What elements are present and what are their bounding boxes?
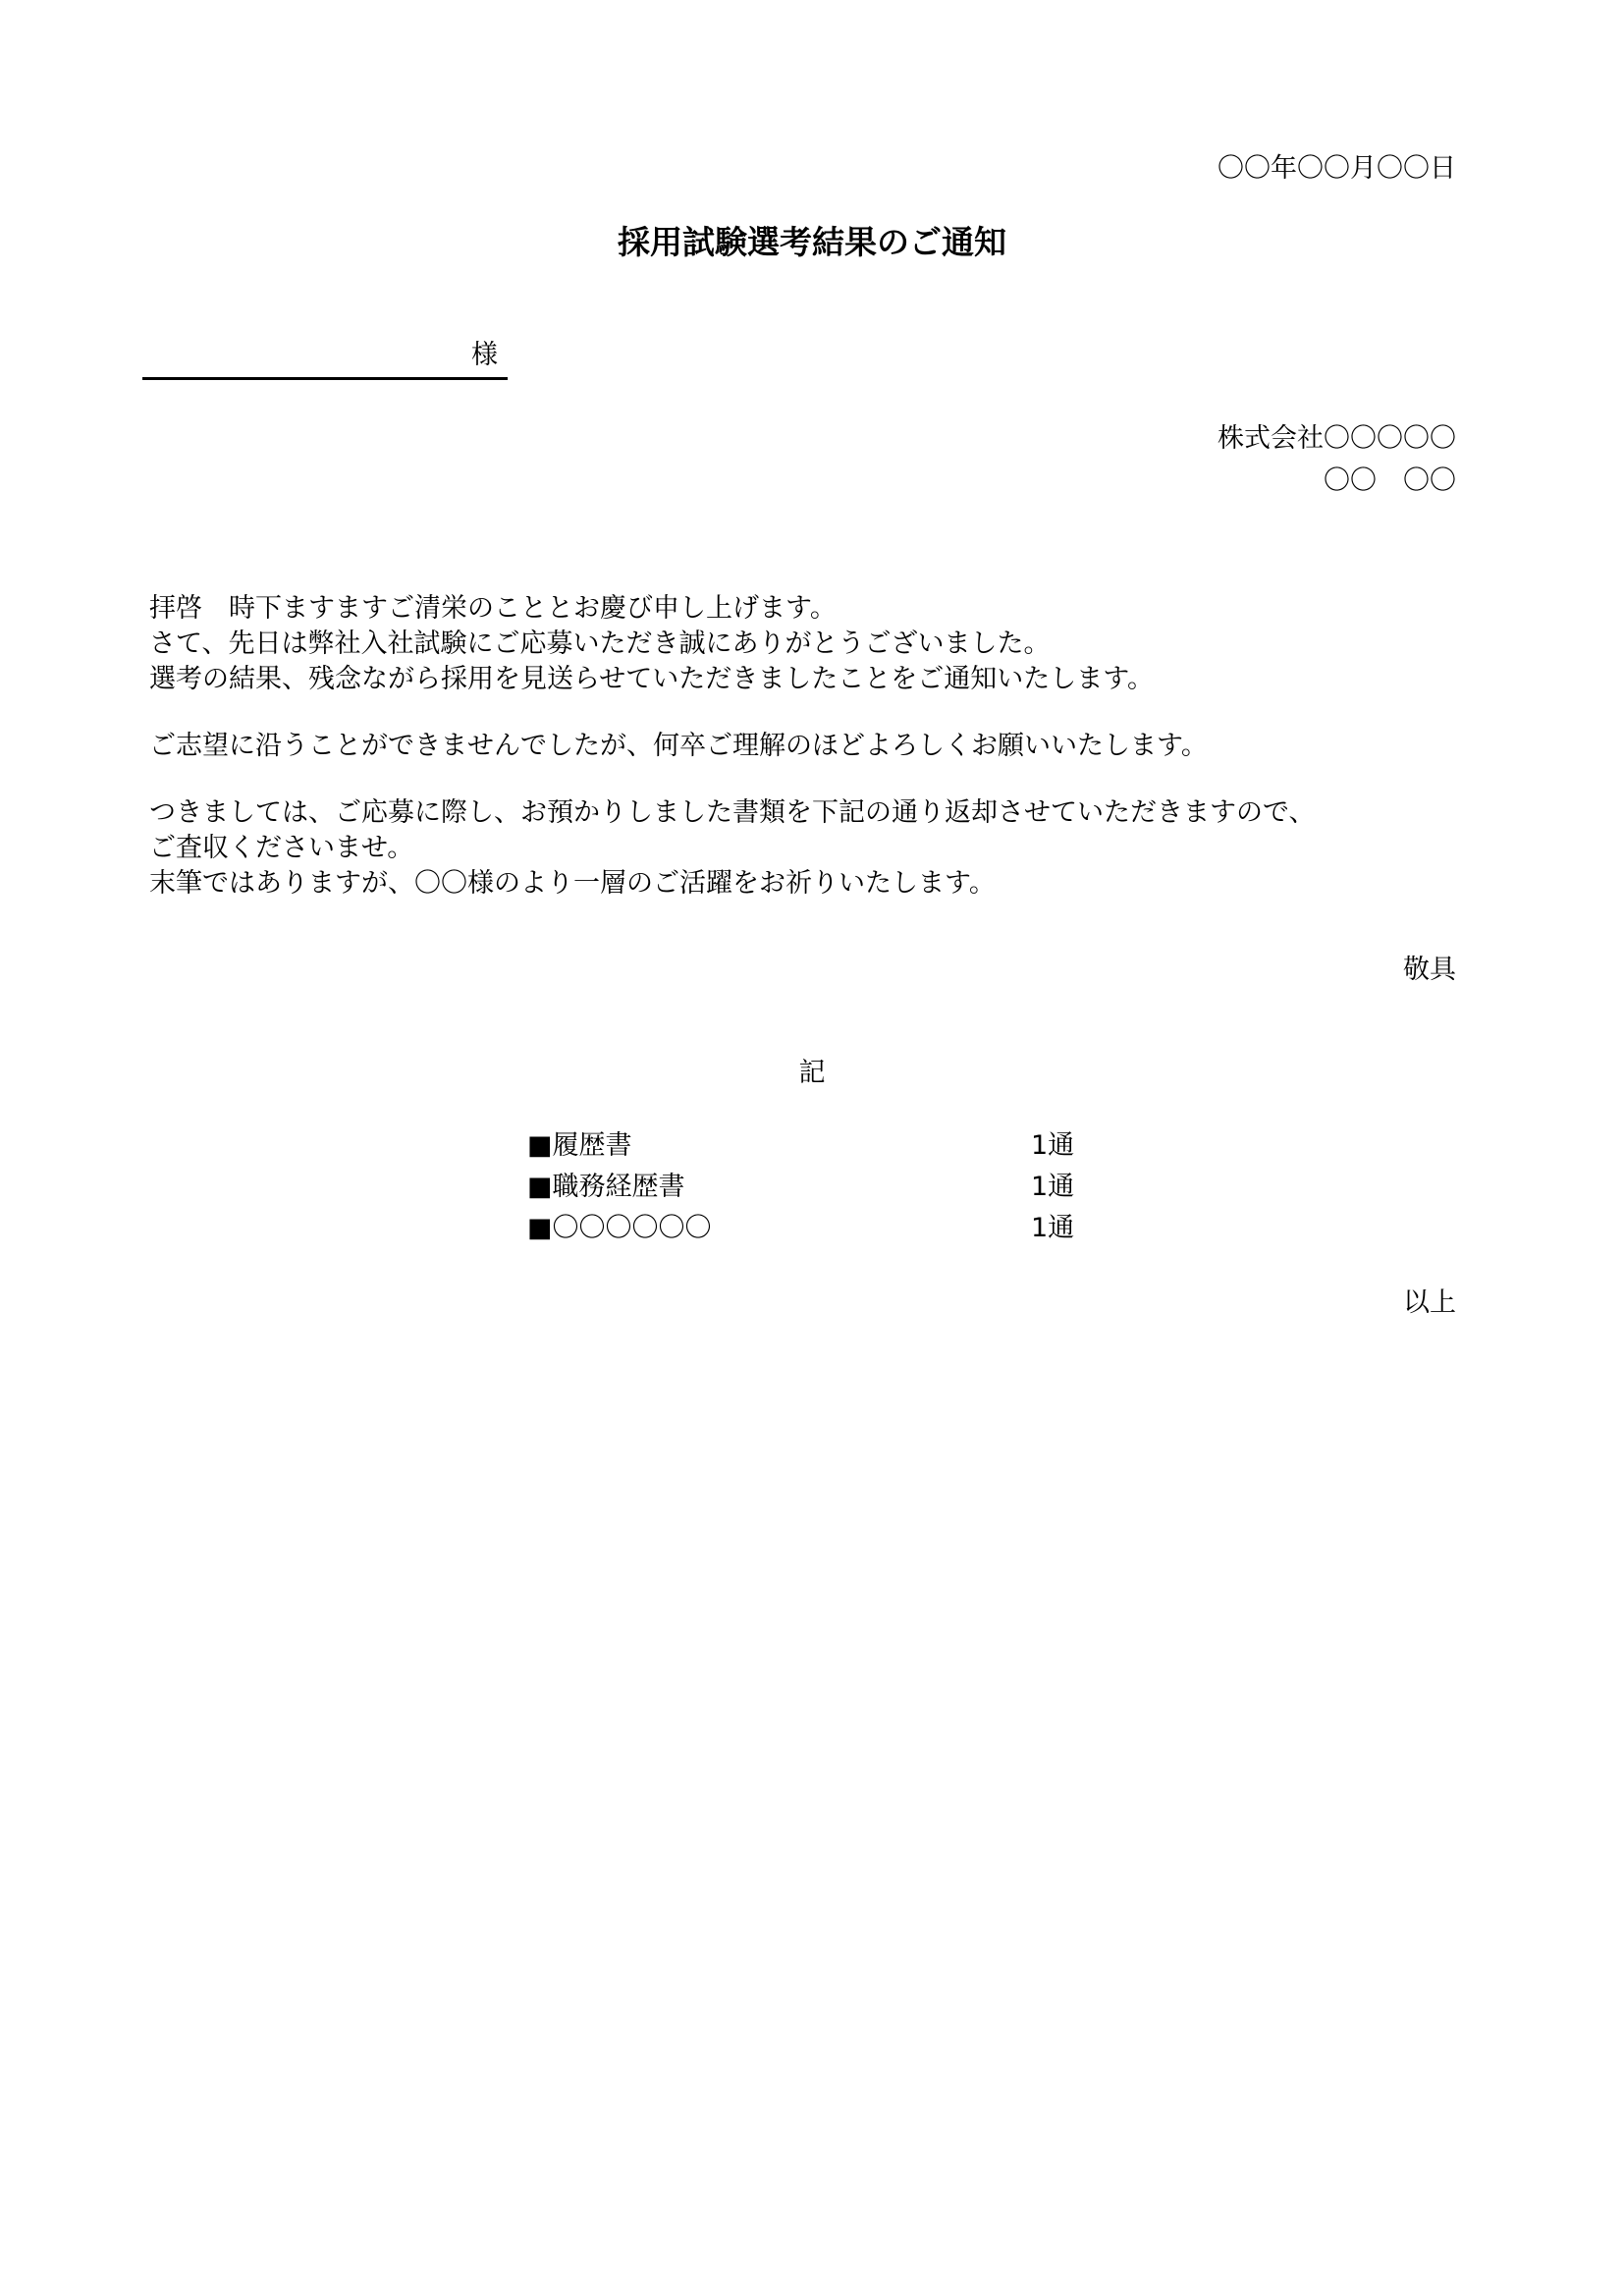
body-line: 選考の結果、残念ながら採用を見送らせていただきましたことをご通知いたします。 [149,664,1155,694]
body-line: つきましては、ご応募に際し、お預かりしました書類を下記の通り返却させていただきますので、 [149,797,1316,828]
item-qty: 1通 [1031,1172,1075,1202]
sender-company: 株式会社〇〇〇〇〇 [1218,423,1456,454]
letter-title: 採用試験選考結果のご通知 [618,223,1006,261]
item-name: ■〇〇〇〇〇〇 [527,1213,712,1243]
list-item [527,1206,1097,1247]
body-line: 拝啓 時下ますますご清栄のこととお慶び申し上げます。 [149,593,837,624]
item-qty: 1通 [1031,1130,1075,1161]
letter-body [149,591,1315,902]
ki-heading: 記 [798,1058,826,1088]
letter-date: 〇〇年〇〇月〇〇日 [1218,153,1456,184]
item-qty: 1通 [1031,1213,1075,1243]
closing-ijo: 以上 [1403,1287,1456,1318]
item-name: ■履歴書 [527,1130,632,1161]
sender-person: 〇〇 〇〇 [1324,465,1456,496]
item-name: ■職務経歴書 [527,1172,685,1202]
body-line: さて、先日は弊社入社試験にご応募いただき誠にありがとうございました。 [149,629,1051,659]
body-line: ご査収くださいませ。 [149,833,414,863]
list-item [527,1165,1097,1206]
addressee-suffix: 様 [471,340,498,370]
addressee-blank-line [142,377,508,380]
closing-keigu: 敬具 [1403,955,1456,985]
returned-documents-list [527,1123,1097,1247]
body-line: ご志望に沿うことができませんでしたが、何卒ご理解のほどよろしくお願いいたします。 [149,731,1208,761]
list-item [527,1123,1097,1165]
body-line: 末筆ではありますが、〇〇様のより一層のご活躍をお祈りいたします。 [149,868,996,899]
